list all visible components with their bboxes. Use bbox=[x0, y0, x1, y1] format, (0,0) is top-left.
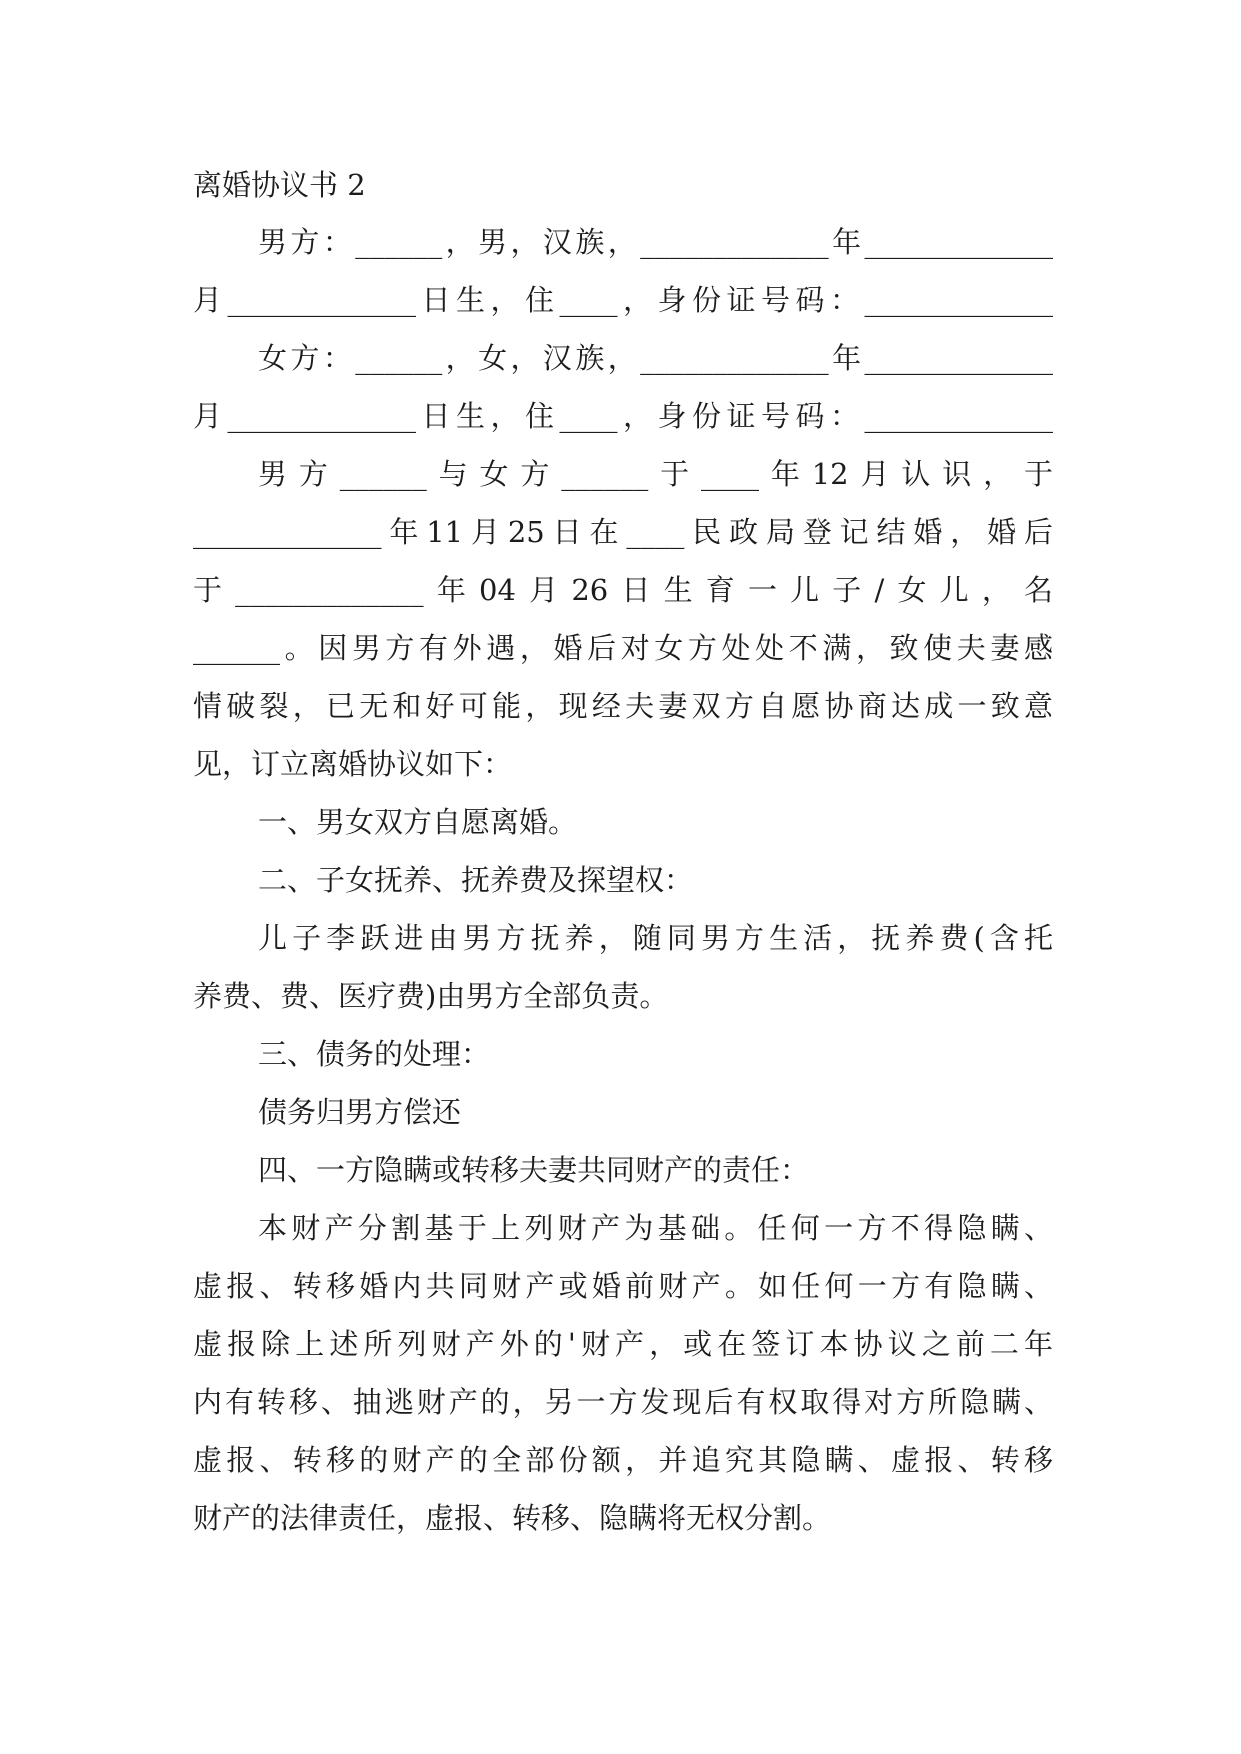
paragraph-line: 女方：______，女，汉族，_____________年_____________ bbox=[258, 341, 1053, 375]
paragraph-line: 男方______与女方______于____年12月认识，于 bbox=[258, 457, 1053, 491]
paragraph-line: 虚报、转移婚内共同财产或婚前财产。如任何一方有隐瞒、 bbox=[193, 1269, 1053, 1303]
paragraph-line: 情破裂，已无和好可能，现经夫妻双方自愿协商达成一致意 bbox=[193, 689, 1053, 723]
paragraph-line: 内有转移、抽逃财产的，另一方发现后有权取得对方所隐瞒、 bbox=[193, 1385, 1053, 1419]
paragraph-line: 于_____________年04月26日生育一儿子/女儿，名 bbox=[193, 573, 1053, 607]
paragraph-line: 月_____________日生，住____，身份证号码：_____________ bbox=[193, 399, 1053, 433]
paragraph-line: 债务归男方偿还 bbox=[258, 1095, 462, 1129]
clause-heading: 四、一方隐瞒或转移夫妻共同财产的责任： bbox=[258, 1153, 810, 1187]
paragraph-line: 见，订立离婚协议如下： bbox=[193, 747, 513, 781]
clause-heading: 二、子女抚养、抚养费及探望权： bbox=[258, 863, 694, 897]
paragraph-line: _____________年11月25日在____民政局登记结婚，婚后 bbox=[193, 515, 1053, 549]
paragraph-line: 养费、费、医疗费)由男方全部负责。 bbox=[193, 979, 669, 1013]
paragraph-line: 虚报、转移的财产的全部份额，并追究其隐瞒、虚报、转移 bbox=[193, 1443, 1053, 1477]
paragraph-line: 虚报除上述所列财产外的'财产，或在签订本协议之前二年 bbox=[193, 1327, 1053, 1361]
paragraph-line: ______。因男方有外遇，婚后对女方处处不满，致使夫妻感 bbox=[193, 631, 1053, 665]
paragraph-line: 儿子李跃进由男方抚养，随同男方生活，抚养费(含托 bbox=[258, 921, 1053, 955]
clause-heading: 三、债务的处理： bbox=[258, 1037, 491, 1071]
clause-heading: 一、男女双方自愿离婚。 bbox=[258, 805, 578, 839]
paragraph-line: 财产的法律责任，虚报、转移、隐瞒将无权分割。 bbox=[193, 1501, 832, 1535]
paragraph-line: 男方：______，男，汉族，_____________年_____________ bbox=[258, 225, 1053, 259]
paragraph-line: 月_____________日生，住____，身份证号码：_____________ bbox=[193, 283, 1053, 317]
document-title: 离婚协议书 2 bbox=[193, 168, 366, 202]
paragraph-line: 本财产分割基于上列财产为基础。任何一方不得隐瞒、 bbox=[258, 1211, 1053, 1245]
